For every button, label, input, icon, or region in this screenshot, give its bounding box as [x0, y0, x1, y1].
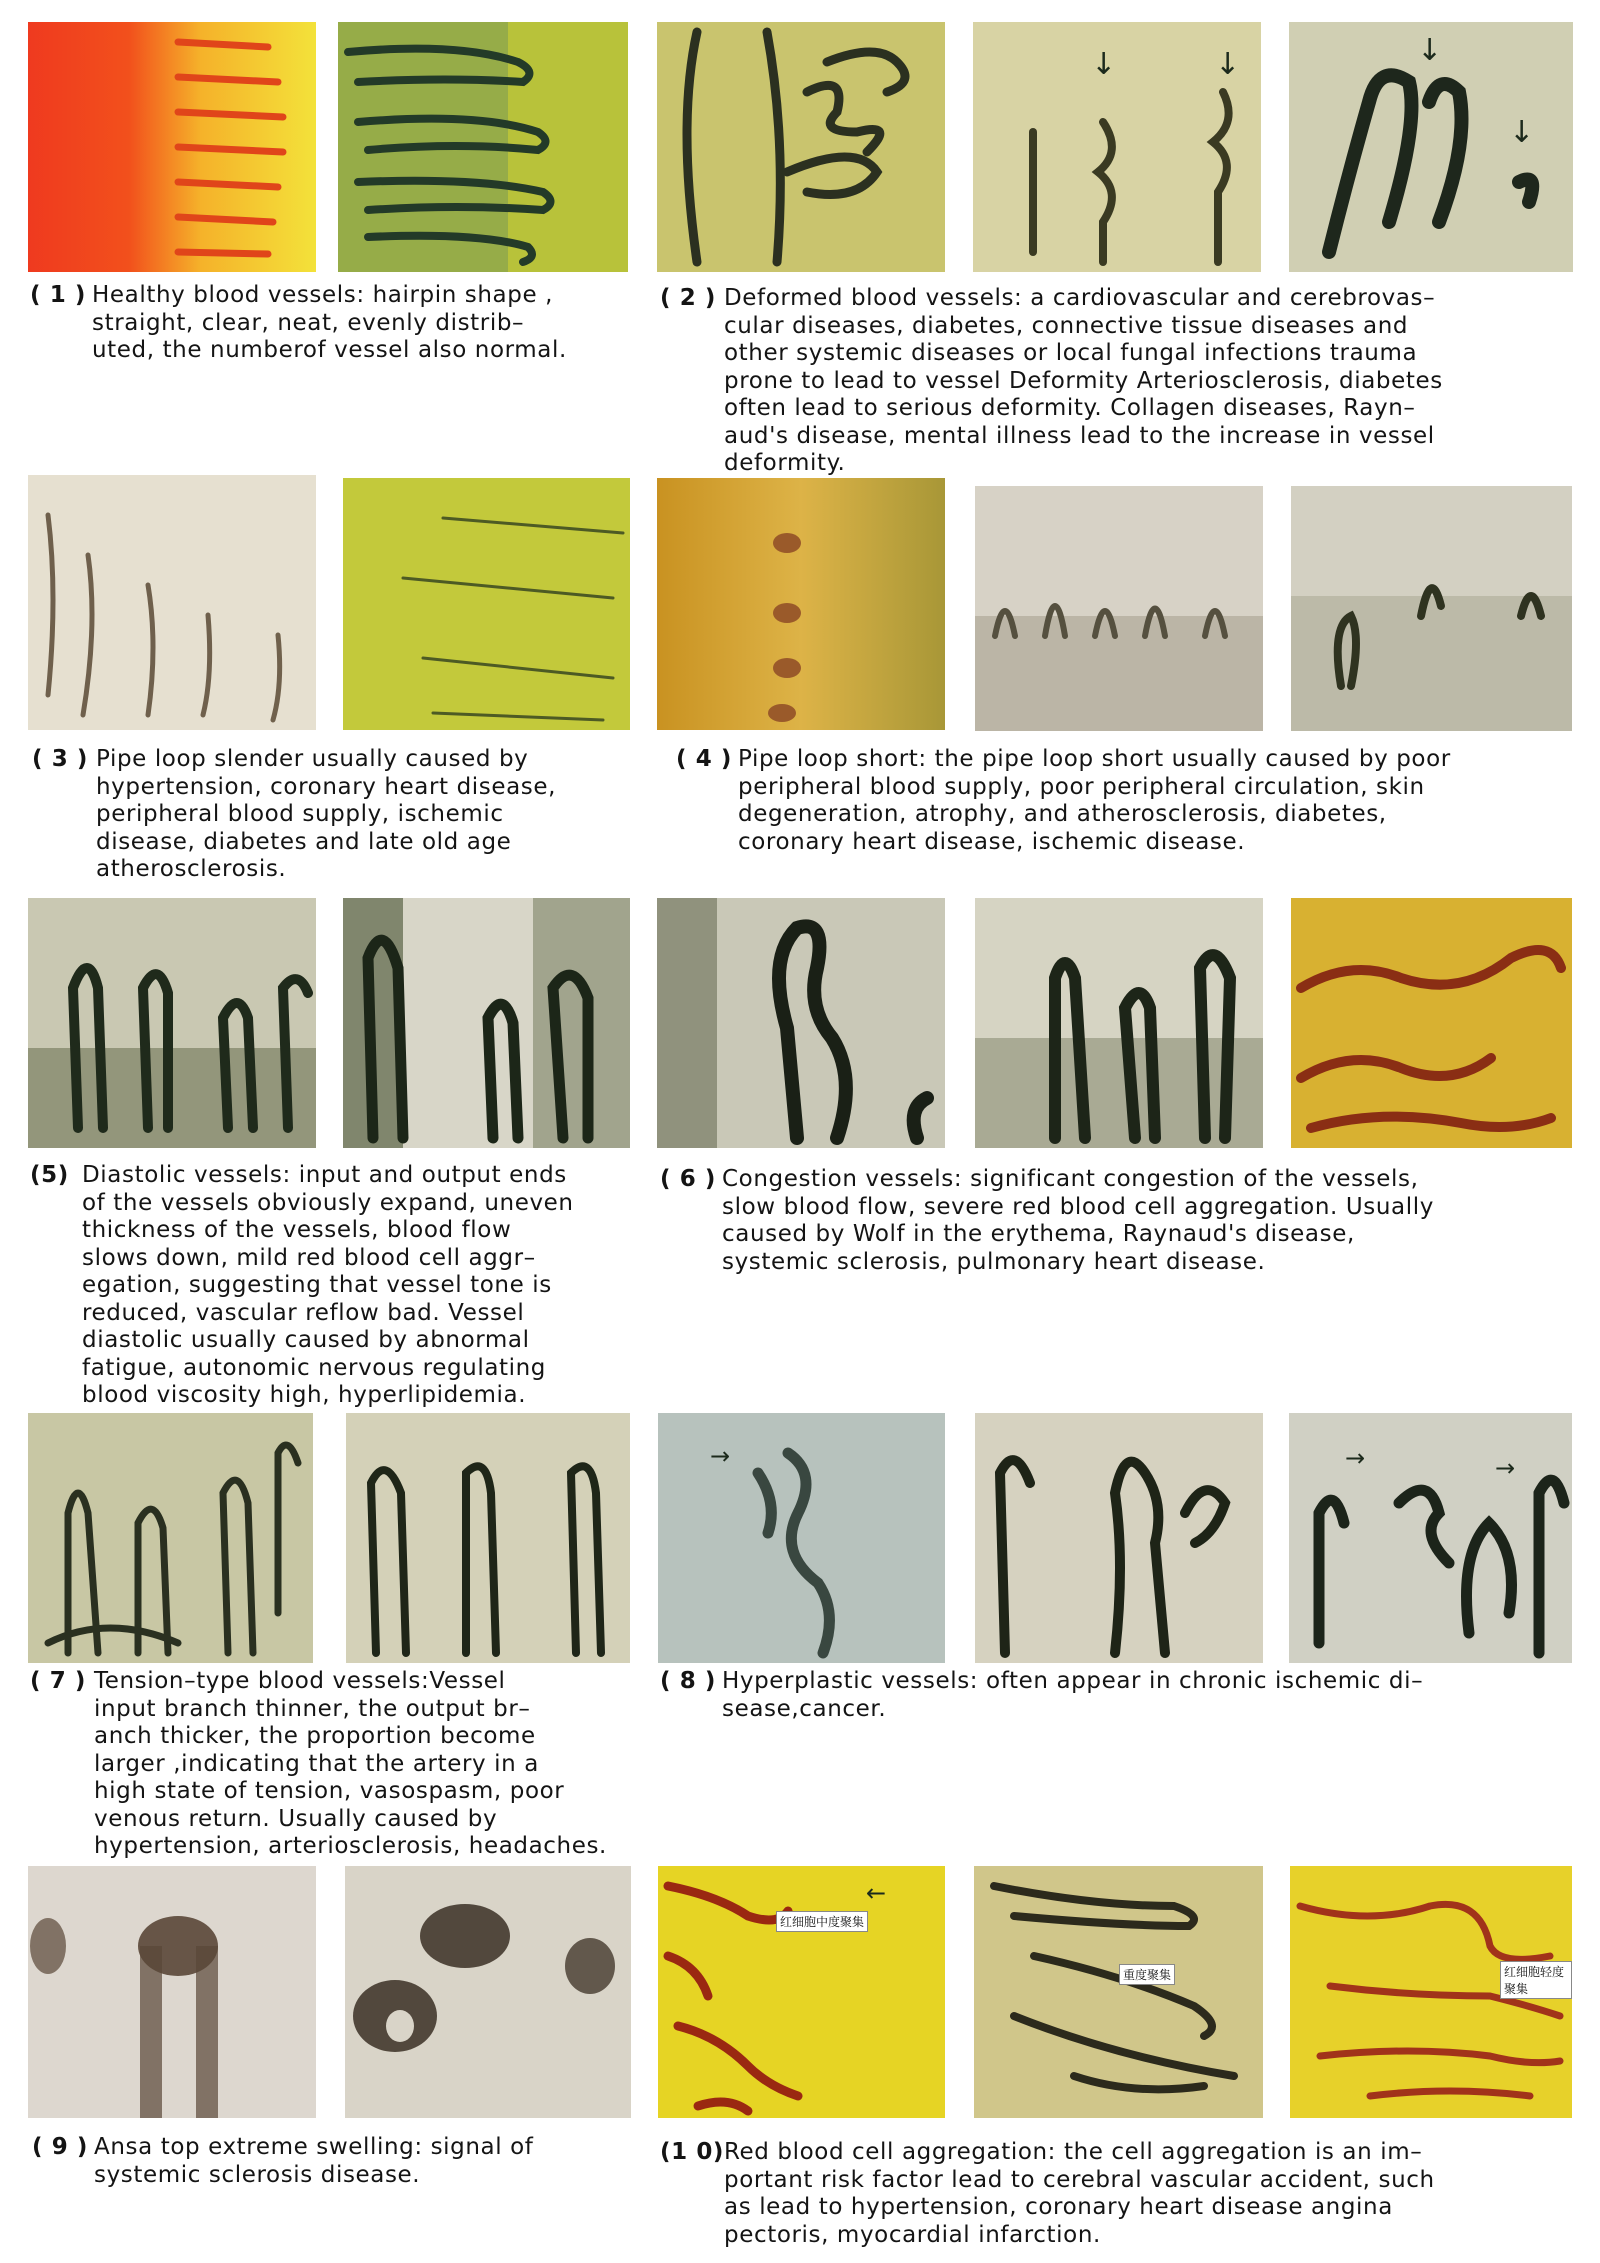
photo-deformed-3 — [1289, 22, 1573, 272]
photo-deformed-1 — [657, 22, 945, 272]
photo-diastolic-2 — [343, 898, 630, 1148]
photo-congestion-3 — [1291, 898, 1572, 1148]
caption-number: ( 1 ) — [30, 282, 87, 308]
arrow-marker-icon: ← — [866, 1879, 887, 1907]
photo-slender-1 — [28, 475, 316, 730]
photo-aggregation-3 — [1290, 1866, 1572, 2118]
photo-label: 红细胞中度聚集 — [776, 1911, 868, 1932]
photo-short-1 — [657, 478, 945, 730]
caption-2: ( 2 ) Deformed blood vessels: a cardiovascular and cerebrovas– cular diseases, diabetes, connective tissue diseases and other systemic diseases or local fungal infections trauma prone to lead to vessel Deformity Arteriosclerosis, diabetes often lead to serious deformity. Collagen diseases, Rayn– aud's disease, mental illness lead to the increase in vessel deformity. — [660, 285, 1443, 476]
photo-healthy-2 — [338, 22, 628, 272]
caption-number: ( 2 ) — [660, 285, 717, 311]
arrow-marker-icon: → — [1495, 1454, 1516, 1482]
photo-short-3 — [1291, 486, 1572, 731]
caption-number: ( 7 ) — [30, 1668, 87, 1694]
caption-10: (1 0) Red blood cell aggregation: the cell aggregation is an im– portant risk factor lead to cerebral vascular accident, such as lead to hypertension, coronary heart disease angina pectoris, myocardial infarction. — [660, 2139, 1435, 2248]
photo-tension-1 — [28, 1413, 313, 1663]
photo-label: 重度聚集 — [1119, 1964, 1175, 1985]
photo-deformed-2 — [973, 22, 1261, 272]
photo-tension-2 — [346, 1413, 630, 1663]
caption-number: ( 6 ) — [660, 1166, 717, 1192]
photo-hyperplastic-1 — [658, 1413, 945, 1663]
photo-congestion-2 — [975, 898, 1263, 1148]
arrow-marker-icon: ↓ — [1215, 47, 1241, 82]
caption-number: ( 9 ) — [32, 2134, 89, 2160]
photo-hyperplastic-3 — [1289, 1413, 1572, 1663]
photo-label: 红细胞轻度聚集 — [1500, 1961, 1572, 1999]
photo-hyperplastic-2 — [975, 1413, 1263, 1663]
photo-slender-2 — [343, 478, 630, 730]
photo-short-2 — [975, 486, 1263, 731]
caption-8: ( 8 ) Hyperplastic vessels: often appear in chronic ischemic di– sease,cancer. — [660, 1668, 1424, 1722]
photo-diastolic-1 — [28, 898, 316, 1148]
photo-healthy-1 — [28, 22, 316, 272]
arrow-marker-icon: ↓ — [1417, 33, 1443, 68]
arrow-marker-icon: ↓ — [1091, 47, 1117, 82]
caption-5: (5) Diastolic vessels: input and output ends of the vessels obviously expand, uneven thickness of the vessels, blood flow slows down, mild red blood cell aggr– egation, suggesting that vessel tone is reduced, vascular reflow bad. Vessel diastolic usually caused by abnormal fatigue, autonomic nervous regulating blood viscosity high, hyperlipidemia. — [30, 1162, 574, 1408]
arrow-marker-icon: ↓ — [1509, 115, 1535, 150]
caption-number: ( 8 ) — [660, 1668, 717, 1694]
caption-3: ( 3 ) Pipe loop slender usually caused by hypertension, coronary heart disease, peripheral blood supply, ischemic disease, diabetes and late old age atherosclerosis. — [32, 746, 557, 882]
photo-swelling-2 — [345, 1866, 631, 2118]
caption-number: (1 0) — [660, 2139, 725, 2165]
caption-number: ( 3 ) — [32, 746, 89, 772]
caption-7: ( 7 ) Tension–type blood vessels:Vessel input branch thinner, the output br– anch thicker, the proportion become larger ,indicating that the artery in a high state of tension, vasospasm, poor venous return. Usually caused by hypertension, arteriosclerosis, headaches. — [30, 1668, 607, 1859]
caption-4: ( 4 ) Pipe loop short: the pipe loop short usually caused by poor peripheral blood supply, poor peripheral circulation, skin degeneration, atrophy, and atherosclerosis, diabetes, coronary heart disease, ischemic disease. — [676, 746, 1451, 855]
photo-congestion-1 — [657, 898, 945, 1148]
photo-aggregation-2 — [974, 1866, 1263, 2118]
caption-1: ( 1 ) Healthy blood vessels: hairpin shape , straight, clear, neat, evenly distrib– uted, the numberof vessel also normal. — [30, 282, 567, 363]
caption-6: ( 6 ) Congestion vessels: significant congestion of the vessels, slow blood flow, severe red blood cell aggregation. Usually caused by Wolf in the erythema, Raynaud's disease, systemic sclerosis, pulmonary heart disease. — [660, 1166, 1434, 1275]
arrow-marker-icon: → — [1345, 1444, 1366, 1472]
photo-swelling-1 — [28, 1866, 316, 2118]
caption-number: ( 4 ) — [676, 746, 733, 772]
caption-number: (5) — [30, 1162, 69, 1188]
photo-aggregation-1 — [658, 1866, 945, 2118]
arrow-marker-icon: → — [710, 1442, 731, 1470]
caption-9: ( 9 ) Ansa top extreme swelling: signal of systemic sclerosis disease. — [32, 2134, 534, 2188]
